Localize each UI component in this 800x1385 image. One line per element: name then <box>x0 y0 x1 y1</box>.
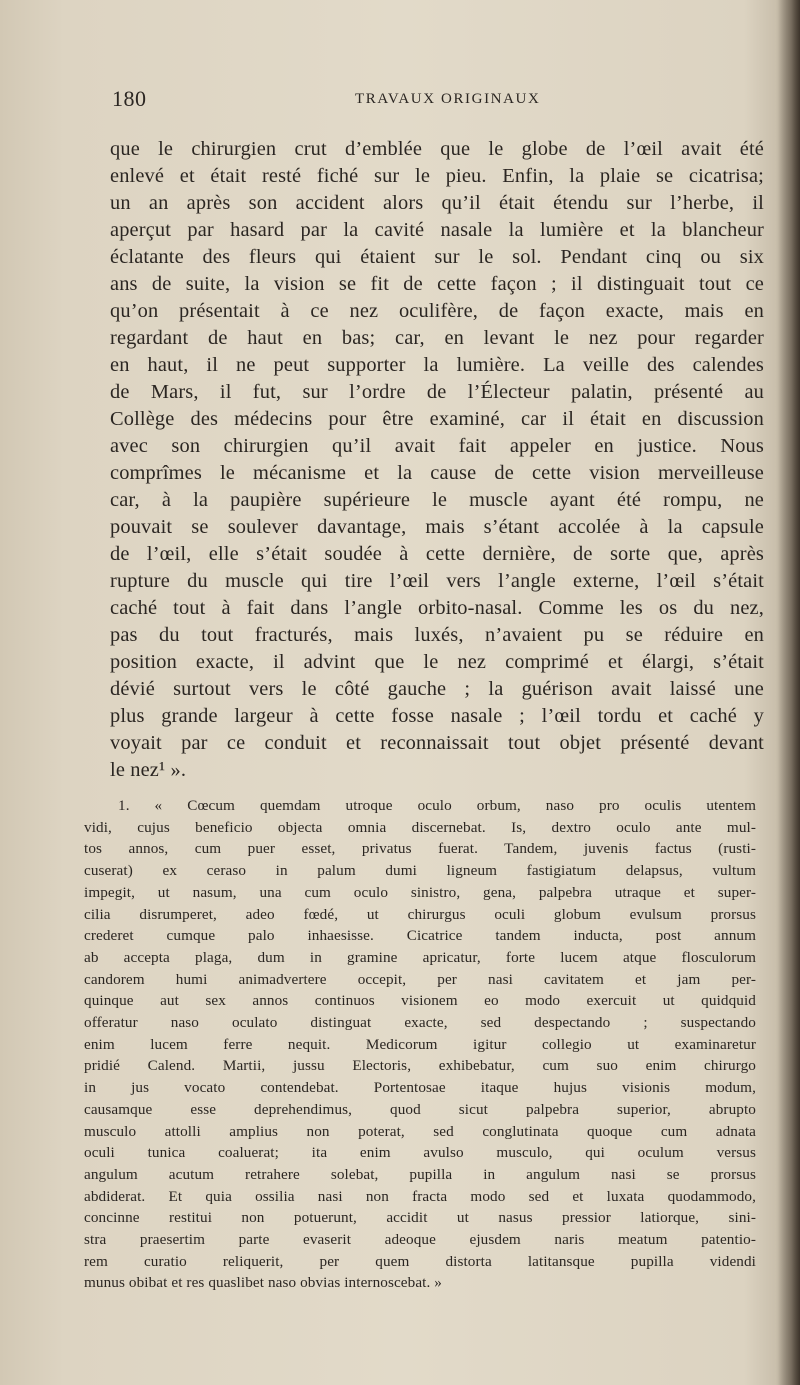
footnote-line: offeratur naso oculato distinguat exacte, sed despectando ; suspectando <box>84 1014 756 1032</box>
footnote-line: enim lucem ferre nequit. Medicorum igitur collegio ut examinaretur <box>84 1035 756 1053</box>
binding-shadow <box>778 0 800 1385</box>
footnote-line: 1. « Cœcum quemdam utroque oculo orbum, naso pro oculis utentem <box>118 797 756 814</box>
footnote <box>84 795 756 1294</box>
body-line: Collège des médecins pour être examiné, car il était en discussion <box>110 408 764 430</box>
footnote-line: vidi, cujus beneficio objecta omnia discernebat. Is, dextro oculo ante mul- <box>84 818 756 836</box>
body-line: pas du tout fracturés, mais luxés, n’avaient pu se réduire en <box>110 624 764 646</box>
footnote-line: musculo attolli amplius non poterat, sed conglutinata quoque cum adnata <box>84 1122 756 1140</box>
body-line: pouvait se soulever davantage, mais s’étant accolée à la capsule <box>110 516 764 538</box>
body-line: dévié surtout vers le côté gauche ; la guérison avait laissé une <box>110 678 764 700</box>
body-line: plus grande largeur à cette fosse nasale ; l’œil tordu et caché y <box>110 705 764 727</box>
footnote-line: ab accepta plaga, dum in gramine apricatur, forte lucem atque flosculorum <box>84 948 756 966</box>
footnote-line: candorem humi animadvertere occepit, per nasi cavitatem et jam per- <box>84 970 756 988</box>
body-line: de Mars, il fut, sur l’ordre de l’Électeur palatin, présenté au <box>110 381 764 403</box>
body-line: aperçut par hasard par la cavité nasale la lumière et la blancheur <box>110 219 764 241</box>
footnote-line: abdiderat. Et quia ossilia nasi non fracta modo sed et luxata quodammodo, <box>84 1187 756 1205</box>
running-head: TRAVAUX ORIGINAUX <box>355 91 541 107</box>
body-line: le nez¹ ». <box>110 759 187 781</box>
footnote-line: quinque aut sex annos continuos visionem eo modo exercuit ut quidquid <box>84 992 756 1010</box>
body-line: avec son chirurgien qu’il avait fait appeler en justice. Nous <box>110 435 764 457</box>
body-line: position exacte, il advint que le nez comprimé et élargi, s’était <box>110 651 764 673</box>
body-line: en haut, il ne peut supporter la lumière. La veille des calendes <box>110 354 764 376</box>
body-line: caché tout à fait dans l’angle orbito-nasal. Comme les os du nez, <box>110 597 764 619</box>
footnote-line: rem curatio reliquerit, per quem distorta latitansque pupilla videndi <box>84 1252 756 1270</box>
body-line: car, à la paupière supérieure le muscle ayant été rompu, ne <box>110 489 764 511</box>
body-line: comprîmes le mécanisme et la cause de cette vision merveilleuse <box>110 462 764 484</box>
footnote-line: concinne restitui non potuerunt, accidit ut nasus pressior latiorque, sini- <box>84 1209 756 1227</box>
footnote-line: stra praesertim parte evaserit adeoque ejusdem naris meatum patentio- <box>84 1231 756 1249</box>
body-line: ans de suite, la vision se fit de cette façon ; il distinguait tout ce <box>110 273 764 295</box>
footnote-line: in jus vocato contendebat. Portentosae itaque hujus visionis modum, <box>84 1079 756 1097</box>
footnote-line: oculi tunica coaluerat; ita enim avulso musculo, qui oculum versus <box>84 1144 756 1162</box>
footnote-line: cilia disrumperet, adeo fœdé, ut chirurgus oculi globum evulsum prorsus <box>84 905 756 923</box>
body-line: rupture du muscle qui tire l’œil vers l’angle externe, l’œil s’était <box>110 570 764 592</box>
footnote-line: munus obibat et res quaslibet naso obvias internoscebat. » <box>84 1274 442 1292</box>
body-line: enlevé et était resté fiché sur le pieu. Enfin, la plaie se cicatrisa; <box>110 165 764 187</box>
body-line: éclatante des fleurs qui étaient sur le sol. Pendant cinq ou six <box>110 246 764 268</box>
footnote-line: angulum acutum retrahere solebat, pupilla in angulum nasi se prorsus <box>84 1165 756 1183</box>
footnote-line: pridié Calend. Martii, jussu Electoris, exhibebatur, cum suo enim chirurgo <box>84 1057 756 1075</box>
footnote-line: cuserat) ex ceraso in palum dumi ligneum fastigiatum delapsus, vultum <box>84 862 756 880</box>
body-line: voyait par ce conduit et reconnaissait tout objet présenté devant <box>110 732 764 754</box>
page-header <box>112 86 752 116</box>
body-line: que le chirurgien crut d’emblée que le globe de l’œil avait été <box>110 138 764 160</box>
body-line: regardant de haut en bas; car, en levant le nez pour regarder <box>110 327 764 349</box>
body-line: qu’on présentait à ce nez oculifère, de façon exacte, mais en <box>110 300 764 322</box>
body-line: un an après son accident alors qu’il était étendu sur l’herbe, il <box>110 192 764 214</box>
body-text <box>110 136 764 784</box>
page-number: 180 <box>112 86 147 111</box>
footnote-line: causamque esse deprehendimus, quod sicut palpebra superior, abrupto <box>84 1100 756 1118</box>
footnote-line: crederet cumque palo inhaesisse. Cicatrice tandem inducta, post annum <box>84 927 756 945</box>
footnote-line: impegit, ut nasum, una cum oculo sinistro, gena, palpebra utraque et super- <box>84 883 756 901</box>
body-line: de l’œil, elle s’était soudée à cette dernière, de sorte que, après <box>110 543 764 565</box>
footnote-line: tos annos, cum puer esset, privatus fuerat. Tandem, juvenis factus (rusti- <box>84 840 756 858</box>
